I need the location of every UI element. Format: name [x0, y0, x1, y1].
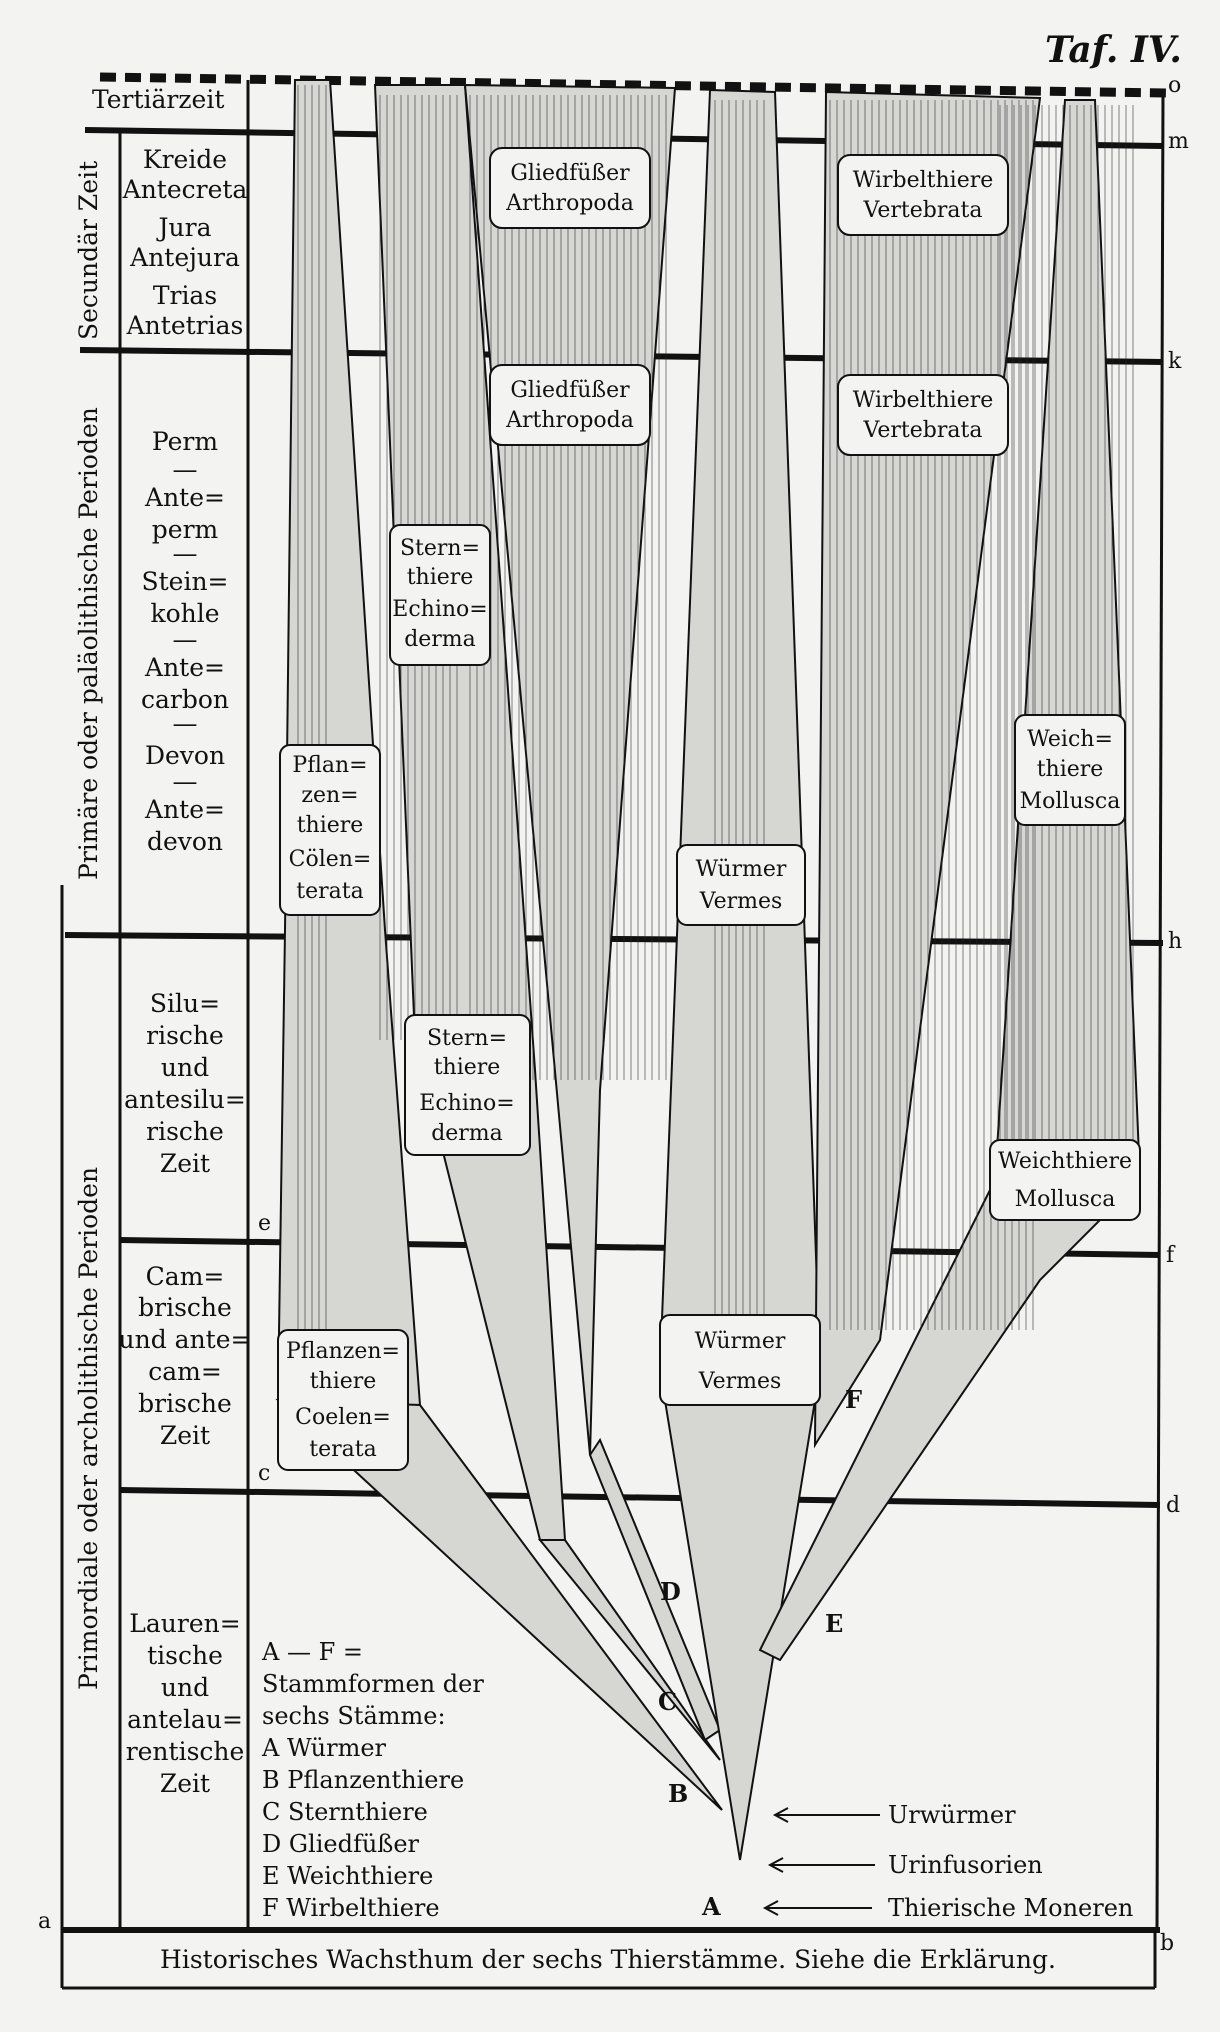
arrow-labels [888, 1801, 1133, 1922]
origin-letter-d: D [660, 1577, 681, 1606]
coelenterata-label: Pflan= [292, 753, 368, 778]
echinoderma-label: thiere [433, 1055, 501, 1080]
period-label: Ante= [145, 795, 225, 824]
period-label: rische [146, 1117, 224, 1146]
vertebrata-label: Wirbelthiere [852, 168, 994, 193]
period-label: Kreide [142, 145, 228, 174]
row-letter: k [1168, 349, 1182, 374]
period-label: Jura [158, 213, 212, 242]
mollusca-label: Mollusca [1014, 1187, 1116, 1212]
legend-line: B Pflanzenthiere [262, 1766, 465, 1794]
legend-line: Stammformen der [262, 1670, 484, 1698]
period-label: antesilu= [124, 1085, 246, 1114]
row-letter: f [1166, 1243, 1175, 1268]
legend-line: D Gliedfüßer [262, 1830, 420, 1858]
period-label: brische [138, 1293, 232, 1322]
period-label: Ante= [145, 483, 225, 512]
period-label: Silu= [149, 989, 221, 1018]
vermes-label: Würmer [694, 1329, 786, 1354]
ancestor-arrows [765, 1808, 880, 1915]
period-label: — [172, 539, 198, 568]
period-label: Antetrias [126, 311, 244, 340]
row-letter: c [258, 1461, 271, 1486]
arrow-label: Thierische Moneren [888, 1894, 1134, 1922]
period-label: carbon [140, 685, 230, 714]
echinoderma-label: derma [431, 1121, 503, 1146]
mollusca-label: Weich= [1027, 727, 1113, 752]
echinoderma-label: Echino= [419, 1091, 515, 1116]
era-primordial: Primordiale oder archolithische Perioden [74, 1166, 103, 1690]
era-primary: Primäre oder paläolithische Perioden [74, 407, 103, 880]
period-label: Ante= [145, 653, 225, 682]
coelenterata-label: terata [296, 879, 364, 904]
period-label: cam= [148, 1357, 222, 1386]
period-label: — [172, 767, 198, 796]
vermes-label: Vermes [699, 889, 783, 914]
period-label: Devon [144, 741, 226, 770]
echinoderma-label: Stern= [399, 536, 481, 561]
arthropoda-label: Arthropoda [506, 191, 634, 216]
row-letter: h [1168, 929, 1183, 954]
row-letter: e [258, 1211, 272, 1236]
origin-letter-a: A [702, 1892, 721, 1921]
period-label: perm [151, 515, 219, 544]
period-label: brische [138, 1389, 232, 1418]
coelenterata-label: Coelen= [295, 1405, 391, 1430]
period-label: Cam= [145, 1262, 225, 1291]
row-letter: m [1168, 129, 1189, 154]
period-label: antelau= [127, 1705, 243, 1734]
legend-line: A Würmer [262, 1734, 387, 1762]
origin-letter-e: E [825, 1609, 844, 1638]
plate-caption: Historisches Wachsthum der sechs Thierstämme. Siehe die Erklärung. [160, 1945, 1056, 1974]
period-label: rische [146, 1021, 224, 1050]
echinoderma-label: Stern= [426, 1026, 508, 1051]
echinoderma-label: derma [404, 627, 476, 652]
arthropoda-label: Gliedfüßer [510, 161, 630, 186]
row-letter: d [1166, 1493, 1181, 1518]
legend [261, 1638, 484, 1922]
period-label: devon [146, 827, 224, 856]
period-label: Lauren= [129, 1609, 241, 1638]
vertebrata-label: Vertebrata [863, 198, 983, 223]
period-label: und [160, 1053, 210, 1082]
period-label: tische [147, 1641, 223, 1670]
coelenterata-label: Cölen= [288, 847, 372, 872]
coelenterata-label: zen= [301, 783, 359, 808]
mollusca-label: Mollusca [1019, 789, 1121, 814]
period-label: Antecreta [122, 175, 248, 204]
period-label: Perm [151, 427, 219, 456]
coelenterata-label: thiere [309, 1369, 377, 1394]
period-label: Zeit [159, 1769, 211, 1798]
origin-letter-f: F [845, 1385, 863, 1414]
legend-line: sechs Stämme: [262, 1702, 446, 1730]
period-label: und [160, 1673, 210, 1702]
row-letter: o [1168, 73, 1182, 98]
row-letter: b [1160, 1931, 1175, 1956]
legend-line: A — F = [262, 1638, 363, 1666]
legend-line: E Weichthiere [262, 1862, 434, 1890]
vermes-label: Vermes [698, 1369, 782, 1394]
coelenterata-label: Pflanzen= [286, 1339, 400, 1364]
mollusca-label: thiere [1036, 757, 1104, 782]
period-label: und ante= [118, 1325, 252, 1354]
vermes-label: Würmer [695, 857, 787, 882]
echinoderma-label: thiere [406, 565, 474, 590]
period-label: — [172, 455, 198, 484]
period-label: Zeit [159, 1149, 211, 1178]
arthropoda-label: Gliedfüßer [510, 378, 630, 403]
period-labels [119, 145, 252, 1798]
period-label: Trias [152, 281, 218, 310]
legend-line: F Wirbelthiere [262, 1894, 440, 1922]
vertebrata-label: Vertebrata [863, 418, 983, 443]
coelenterata-label: thiere [296, 813, 364, 838]
legend-line: C Sternthiere [262, 1798, 428, 1826]
period-label: Zeit [159, 1421, 211, 1450]
coelenterata-label: terata [309, 1437, 377, 1462]
plate-title: Taf. IV. [1045, 29, 1182, 71]
era-secondary: Secundär Zeit [74, 160, 103, 340]
origin-letter-b: B [668, 1779, 689, 1808]
period-label: Antejura [130, 243, 240, 272]
mollusca-label: Weichthiere [998, 1149, 1132, 1174]
period-label: Stein= [141, 567, 229, 596]
echinoderma-label: Echino= [392, 597, 488, 622]
period-label: — [172, 625, 198, 654]
vertebrata-label: Wirbelthiere [852, 388, 994, 413]
row-letter: a [38, 1909, 52, 1934]
arrow-label: Urinfusorien [888, 1851, 1043, 1879]
period-label: kohle [150, 599, 220, 628]
arthropoda-label: Arthropoda [506, 408, 634, 433]
origin-letter-c: C [658, 1687, 678, 1716]
period-label: rentische [125, 1737, 245, 1766]
arrow-label: Urwürmer [888, 1801, 1016, 1829]
era-tertiary: Tertiärzeit [92, 85, 225, 114]
period-label: — [172, 709, 198, 738]
